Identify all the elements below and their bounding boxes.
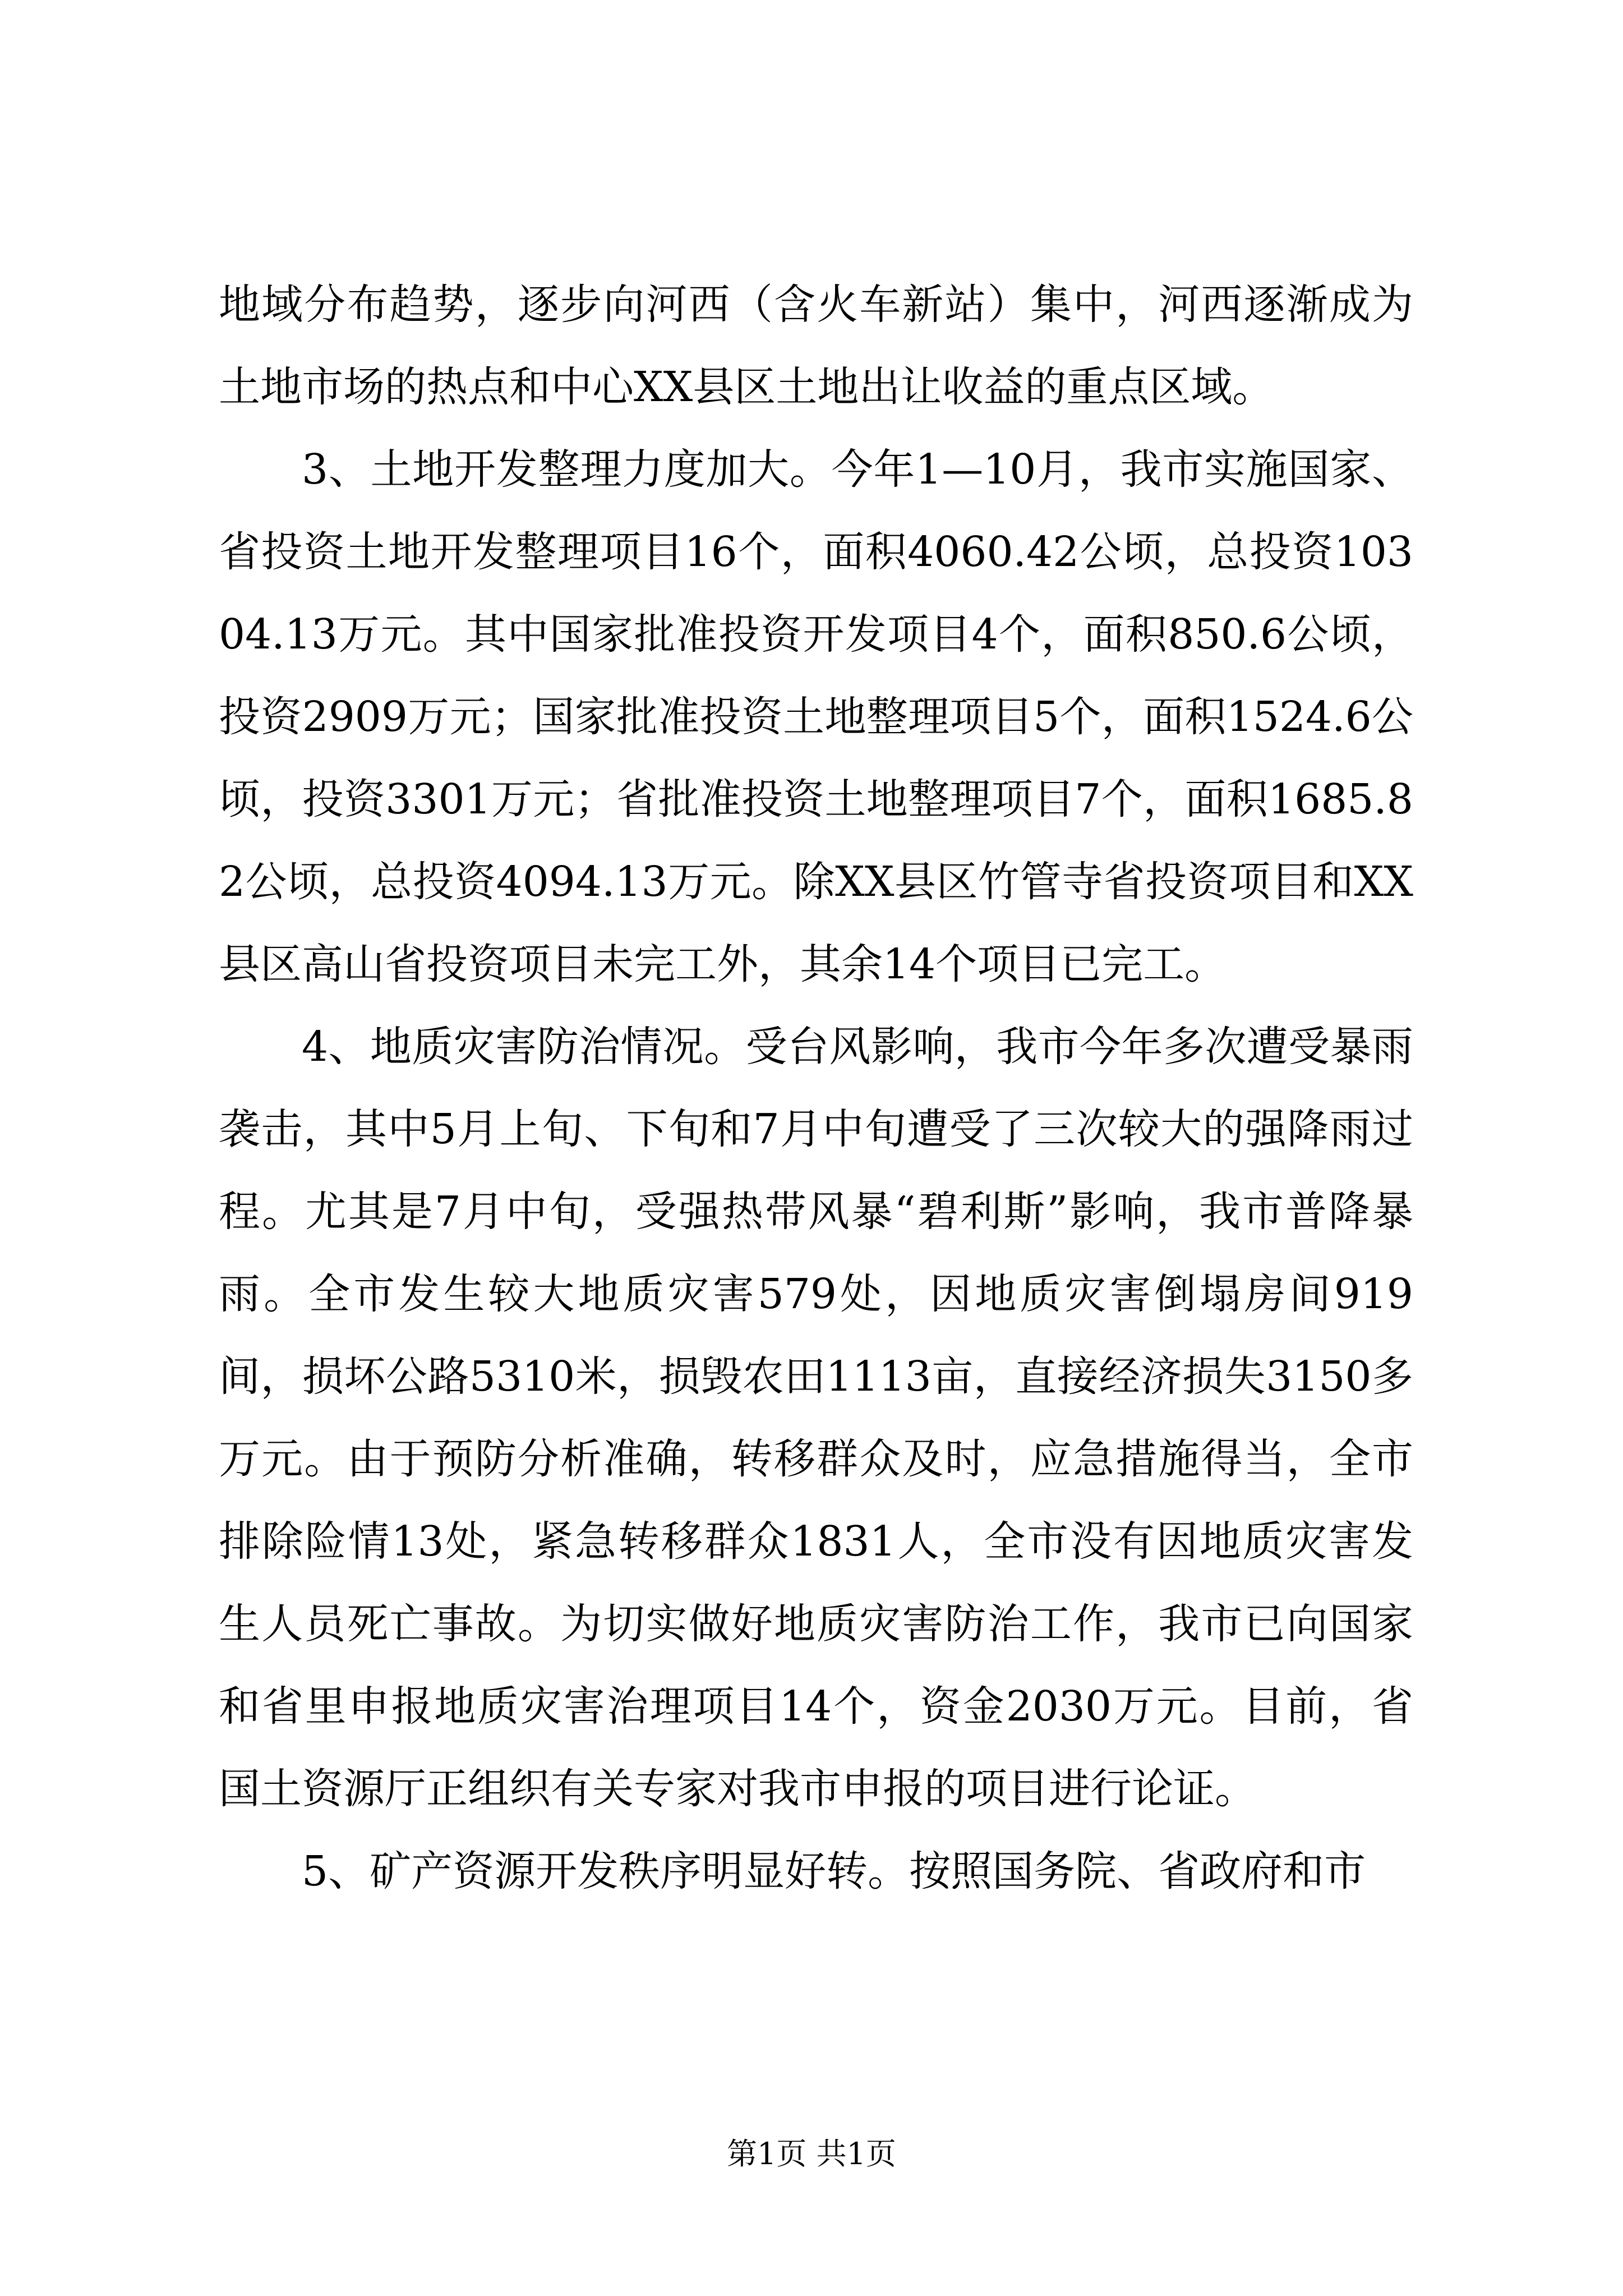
paragraph-mineral-resources: 5、矿产资源开发秩序明显好转。按照国务院、省政府和市 <box>302 1847 1366 1895</box>
paragraph-continuation: 地域分布趋势，逐步向河西（含火车新站）集中，河西逐渐成为土地市场的热点和中心XX县区土地出让收益的重点区域。 <box>219 280 1413 411</box>
paragraph-geological-disaster: 4、地质灾害防治情况。受台风影响，我市今年多次遭受暴雨袭击，其中5月上旬、下旬和7月中旬遭受了三次较大的强降雨过程。尤其是7月中旬，受强热带风暴“碧利斯”影响，我市普降暴雨。全市发生较大地质灾害579处，因地质灾害倒塌房间919间，损坏公路5310米，损毁农田1113亩，直接经济损失3150多万元。由于预防分析准确，转移群众及时，应急措施得当，全市排除险情13处，紧急转移群众1831人，全市没有因地质灾害发生人员死亡事故。为切实做好地质灾害防治工作，我市已向国家和省里申报地质灾害治理项目14个，资金2030万元。目前，省国土资源厅正组织有关专家对我市申报的项目进行论证。 <box>219 1023 1413 1813</box>
paragraph-land-development: 3、土地开发整理力度加大。今年1—10月，我市实施国家、省投资土地开发整理项目16个，面积4060.42公顷，总投资10304.13万元。其中国家批准投资开发项目4个，面积850.6公顷，投资2909万元；国家批准投资土地整理项目5个，面积1524.6公顷，投资3301万元；省批准投资土地整理项目7个，面积1685.82公顷，总投资4094.13万元。除XX县区竹管寺省投资项目和XX县区高山省投资项目未完工外，其余14个项目已完工。 <box>219 445 1413 988</box>
document-body <box>219 264 1413 1913</box>
page-footer: 第1页 共1页 <box>727 2136 896 2171</box>
